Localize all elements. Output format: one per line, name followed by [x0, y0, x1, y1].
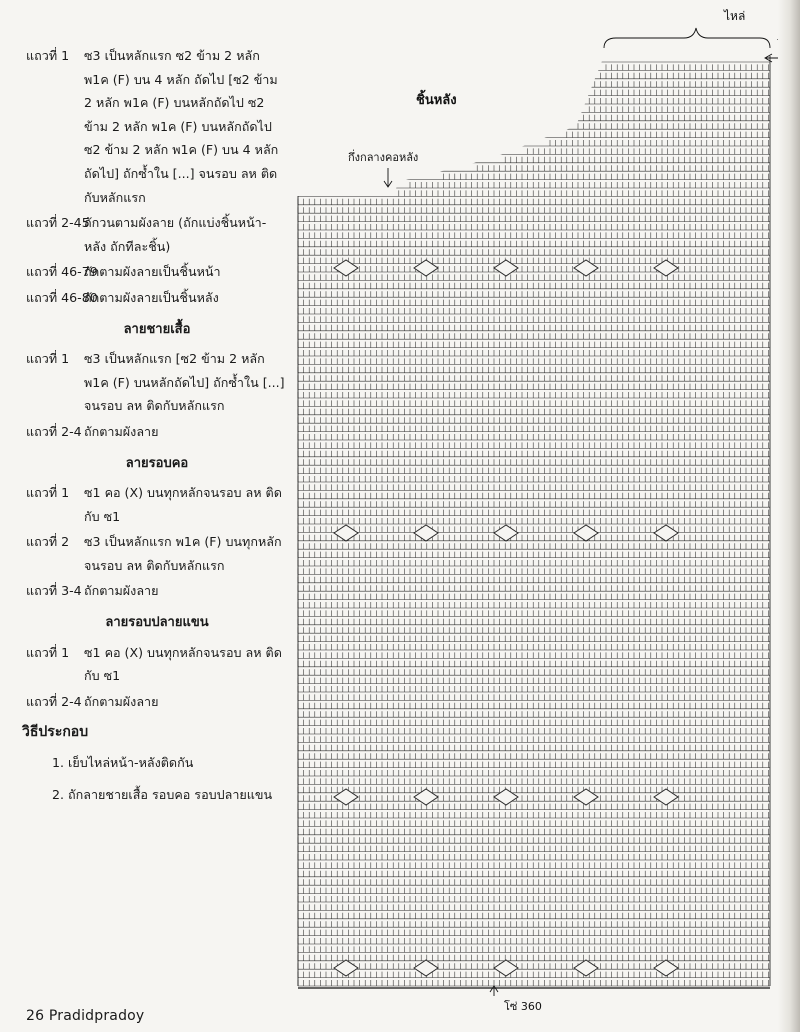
assembly-steps: [26, 751, 288, 806]
diamond-motif: [654, 525, 678, 541]
diamond-motif: [574, 260, 598, 276]
neck-heading: ลายรอบคอ: [125, 455, 189, 471]
shoulder-label: ไหล่: [724, 9, 746, 23]
sleeve-heading: ลายรอบปลายแขน: [105, 615, 209, 631]
row-label: แถวที่ 2-45: [26, 215, 90, 231]
crochet-chart: [286, 0, 786, 1032]
instruction-row: [26, 347, 288, 418]
diamond-motif: [494, 960, 518, 976]
row-text: ถักวนตามผังลาย (ถักแบ่งชิ้นหน้า-หลัง ถักทีละชิ้น): [84, 215, 267, 254]
instruction-row: [26, 530, 288, 577]
diamond-motif: [414, 789, 438, 805]
row-text: ถักตามผังลายเป็นชิ้นหน้า: [84, 264, 221, 280]
neck-rows: [26, 481, 288, 603]
row-label: แถวที่ 46-79: [26, 264, 98, 280]
diamond-motif: [334, 789, 358, 805]
row-text: ถักตามผังลายเป็นชิ้นหลัง: [84, 289, 219, 305]
row-label: แถวที่ 46-80: [26, 289, 98, 305]
row-text: ถักตามผังลาย: [84, 583, 159, 599]
instruction-row: [26, 211, 288, 258]
row-text: ถักตามผังลาย: [84, 693, 159, 709]
instruction-row: [26, 481, 288, 528]
row-label: แถวที่ 3-4: [26, 583, 82, 599]
page-footer: 26 Pradidpradoy: [26, 1008, 145, 1024]
diamond-motif: [414, 260, 438, 276]
instructions-column: [22, 44, 288, 814]
assembly-step: 1. เย็บไหล่หน้า-หลังติดกัน: [52, 755, 194, 771]
instruction-row: [26, 260, 288, 284]
diamond-motif: [334, 525, 358, 541]
center-back-label: กึ่งกลางคอหลัง: [348, 151, 419, 164]
instruction-row: [26, 286, 288, 310]
row-text: ซ1 คอ (X) บนทุกหลักจนรอบ ลห ติดกับ ซ1: [84, 644, 282, 684]
stitch-grid: [298, 0, 770, 986]
chain-label: โซ่ 360: [504, 1000, 542, 1013]
diamond-motif: [654, 789, 678, 805]
hem-rows: [26, 347, 288, 443]
diamond-motif: [654, 960, 678, 976]
row-label: แถวที่ 1: [26, 351, 70, 367]
row-label: แถวที่ 2-4: [26, 423, 82, 439]
row-label: แถวที่ 1: [26, 644, 70, 660]
diamond-motif: [654, 260, 678, 276]
hem-heading: ลายชายเสื้อ: [123, 321, 191, 337]
instruction-row: [26, 579, 288, 603]
diamond-motif: [574, 525, 598, 541]
assembly-heading: วิธีประกอบ: [22, 724, 89, 741]
book-spine-shadow: [778, 0, 800, 1032]
instruction-row: [26, 420, 288, 444]
instruction-row: [26, 44, 288, 209]
diamond-motif: [574, 960, 598, 976]
row-label: แถวที่ 1: [26, 485, 70, 501]
row-label: แถวที่ 2: [26, 534, 70, 550]
neckline-mask: [298, 0, 770, 196]
diamond-motif: [494, 525, 518, 541]
row-text: ซ3 เป็นหลักแรก [ซ2 ข้าม 2 หลัก พ1ค (F) บนหลักถัดไป] ถักซ้ำใน [...] จนรอบ ลห ติดกับหลักแรก: [84, 351, 285, 414]
diamond-motif: [414, 525, 438, 541]
diamond-motif: [334, 960, 358, 976]
row-label: แถวที่ 2-4: [26, 693, 82, 709]
assembly-step: 2. ถักลายชายเสื้อ รอบคอ รอบปลายแขน: [52, 786, 273, 802]
body-rows: [26, 44, 288, 310]
instruction-row: [26, 641, 288, 688]
piece-title: ชิ้นหลัง: [416, 93, 457, 108]
diamond-motif: [334, 260, 358, 276]
diamond-motif: [494, 789, 518, 805]
row-label: แถวที่ 1: [26, 48, 70, 63]
diamond-motif: [574, 789, 598, 805]
row-text: ซ3 เป็นหลักแรก ซ2 ข้าม 2 หลัก พ1ค (F) บน 4 หลัก ถัดไป [ซ2 ข้าม 2 หลัก พ1ค (F) บนหลักถัดไป ซ2 ข้าม 2 หลัก พ1ค (F) บนหลักถัดไป ซ2 ข้าม 2 หลัก พ1ค (F) บน 4 หลัก ถัดไป] ถักซ้ำใน [...] จนรอบ ลห ติดกับหลักแรก: [84, 48, 279, 205]
diamond-motif: [494, 260, 518, 276]
diamond-motif: [414, 960, 438, 976]
instruction-row: [26, 690, 288, 714]
row-text: ซ1 คอ (X) บนทุกหลักจนรอบ ลห ติดกับ ซ1: [84, 485, 282, 524]
row-text: ถักตามผังลาย: [84, 423, 159, 439]
row-text: ซ3 เป็นหลักแรก พ1ค (F) บนทุกหลักจนรอบ ลห ติดกับหลักแรก: [84, 534, 282, 573]
sleeve-rows: [26, 641, 288, 714]
